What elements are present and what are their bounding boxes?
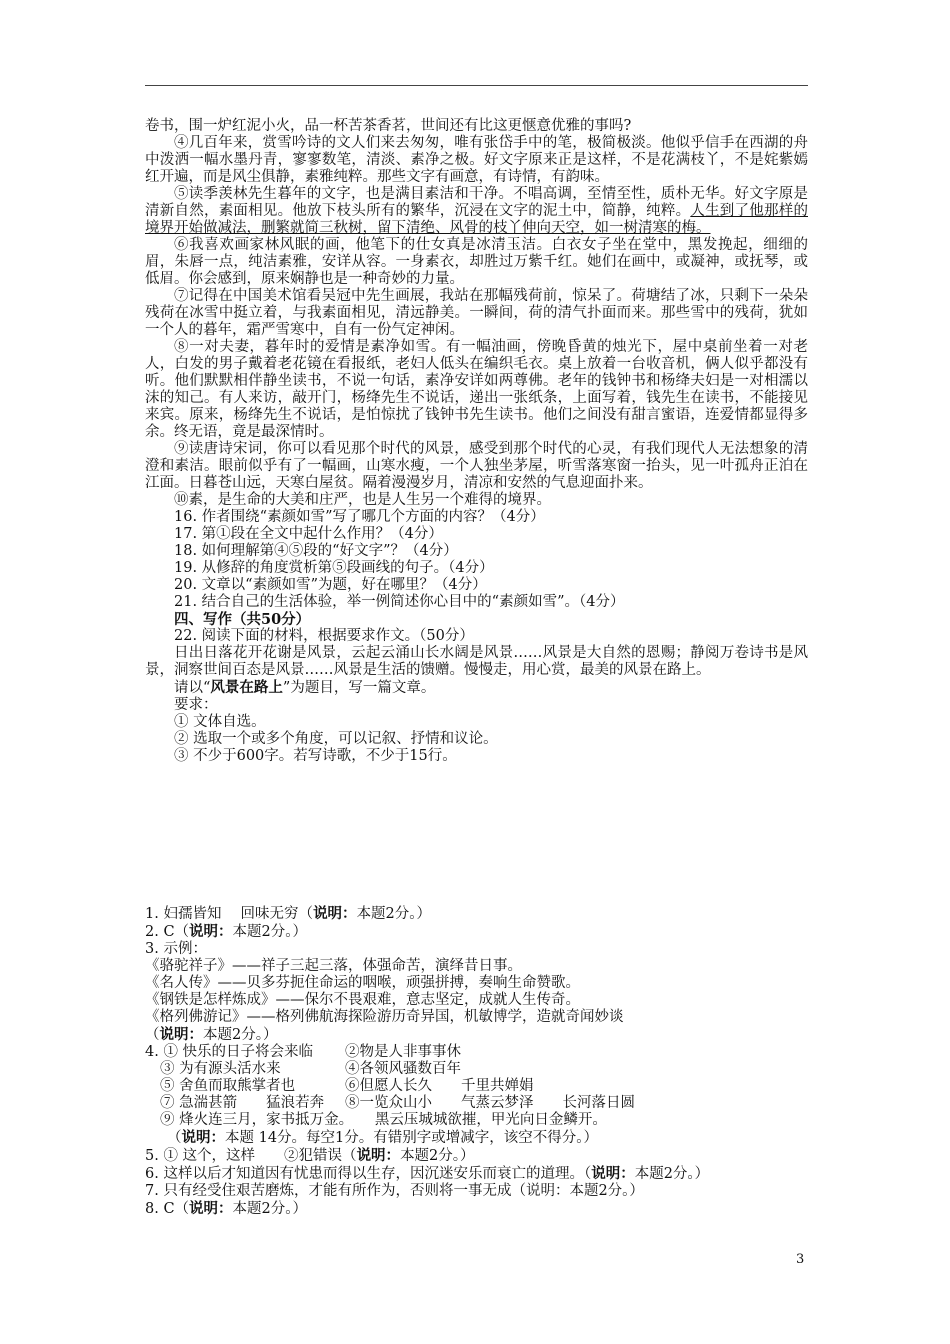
question-20: 20. 文章以“素颜如雪”为题，好在哪里？（4分） [174,577,487,593]
answer-4-item-6: ⑥但愿人长久 千里共婵娟 [345,1078,534,1094]
paragraph-5-text: ⑤读季羡林先生暮年的文字，也是满目素洁和干净。不唱高调，至情至性，质朴无华。好文字原是清新自然，素面相见。他放下枝头所有的繁华，沉浸在文字的泥土中，简静，纯粹。 [145,186,808,219]
paragraph-1-end: 卷书，围一炉红泥小火，品一杯苦茶香茗，世间还有比这更惬意优雅的事吗? [145,118,632,134]
writing-prompt [145,679,808,697]
question-16: 16. 作者围绕“素颜如雪”写了哪几个方面的内容？（4分） [174,509,545,525]
answer-6-note: 本题2分。） [634,1166,710,1182]
paragraph-5 [145,186,808,237]
answer-5-text: 5. ① 这个，这样 ②犯错误（ [145,1148,357,1164]
writing-material: 日出日落花开花谢是风景，云起云涌山长水阔是风景……风景是大自然的恩赐；静阅万卷诗书是风景，洞察世间百态是风景……风景是生活的馈赠。慢慢走，用心赏，最美的风景在路上。 [145,645,808,678]
answer-4-note-open: （ [167,1130,182,1146]
answer-4-row-2 [145,1061,808,1078]
question-18: 18. 如何理解第④⑤段的“好文字”？（4分） [174,543,458,559]
answer-4-item-1: 4. ① 快乐的日子将会来临 [145,1044,314,1060]
paragraph-9: ⑨读唐诗宋词，你可以看见那个时代的风景，感受到那个时代的心灵，有我们现代人无法想象的清澄和素洁。眼前似乎有了一幅画，山寒水瘦，一个人独坐茅屋，听雪落寒窗一抬头，见一叶孤舟正泊在江面。日暮苍山远，天寒白屋贫。隔着漫漫岁月，清凉和安然的气息迎面扑来。 [145,441,808,491]
answer-4-item-3: ③ 为有源头活水来 [160,1061,281,1077]
answer-4-item-5: ⑤ 舍鱼而取熊掌者也 [160,1078,296,1094]
answer-4-item-7: ⑦ 急湍甚箭 猛浪若奔 [160,1095,325,1111]
answer-8 [145,1200,808,1218]
answer-3-line-1: 《骆驼祥子》——祥子三起三落，体强命苦，演绎昔日事。 [145,958,522,974]
answer-4-item-2: ②物是人非事事休 [345,1044,461,1060]
answer-5-label: 说明： [356,1147,401,1164]
answer-2-text: 2. C（ [145,924,190,940]
answer-1-label: 说明： [313,905,357,922]
answer-3-line-4: 《格列佛游记》——格列佛航海探险游历奇异国，机敏博学，造就奇闻妙谈 [145,1009,624,1025]
answer-3-note-text: 本题2分。） [203,1027,278,1043]
answer-6 [145,1165,808,1183]
header-rule [145,85,808,86]
question-19: 19. 从修辞的角度赏析第⑤段画线的句子。（4分） [174,560,494,576]
answer-3: 3. 示例： [145,941,207,957]
prompt-title: 风景在路上 [210,679,283,696]
question-17: 17. 第①段在全文中起什么作用？（4分） [174,526,443,542]
answer-2-label: 说明： [189,923,233,940]
answer-4-item-4: ④各领风骚数百年 [345,1061,461,1077]
page-number: 3 [796,1252,805,1267]
answer-1-note: 本题2分。） [356,906,432,922]
answer-6-text: 6. 这样以后才知道因有忧患而得以生存，因沉迷安乐而衰亡的道理。（ [145,1166,592,1182]
answer-1-text: 1. 妇孺皆知 回味无穷（ [145,906,314,922]
paragraph-7: ⑦记得在中国美术馆看吴冠中先生画展，我站在那幅残荷前，惊呆了。荷塘结了冰，只剩下一朵朵残荷在冰雪中挺立着，与我素面相见，清远静美。一瞬间，荷的清气扑面而来。那些雪中的残荷，犹如一个人的暮年，霜严雪寒中，自有一份气定神闲。 [145,288,808,338]
requirement-2: ② 选取一个或多个角度，可以记叙、抒情和议论。 [174,731,498,747]
answer-4-row-5: ⑨ 烽火连三月，家书抵万金。 黑云压城城欲摧，甲光向日金鳞开。 [160,1112,607,1128]
question-21: 21. 结合自己的生活体验，举一例简述你心目中的“素颜如雪”。（4分） [174,594,625,610]
question-22: 22. 阅读下面的材料，根据要求作文。（50分） [174,628,474,644]
answer-1 [145,905,808,923]
answer-5-note: 本题2分。） [400,1148,475,1164]
answer-4-row-4 [145,1095,808,1112]
answer-3-line-3: 《钢铁是怎样炼成》——保尔不畏艰难，意志坚定，成就人生传奇。 [145,992,580,1008]
paragraph-6: ⑥我喜欢画家林风眠的画，他笔下的仕女真是冰清玉洁。白衣女子坐在堂中，黑发挽起，细细的眉，朱唇一点，纯洁素雅，安详从容。一身素衣，却胜过万紫千红。她们在画中，或凝神，或抚琴，或低眉。你会感到，原来娴静也是一种奇妙的力量。 [145,237,808,287]
answer-3-note-label: 说明： [159,1026,203,1043]
section-4-heading: 四、写作（共50分） [174,611,311,628]
answer-8-note: 本题2分。） [232,1201,308,1217]
answer-3-note-open: （ [145,1027,160,1043]
answer-4-item-8: ⑧一览众山小 气蒸云梦泽 长河落日圆 [345,1095,635,1111]
answer-4-note-text: 本题 14分。每空1分。有错别字或增减字，该空不得分。） [225,1130,599,1146]
paragraph-5-underlined: 人生到了他那样的境界开始做减法，删繁就简三秋树，留下清绝、风骨的枝丫伸向天空，如一树清寒的梅。 [145,203,808,236]
answer-4-row-3 [145,1078,808,1095]
answer-4-note-label: 说明： [181,1129,225,1146]
answer-key [145,905,808,1218]
answer-3-note [145,1026,808,1044]
answer-3-line-2: 《名人传》——贝多芬扼住命运的咽喉，顽强拼搏，奏响生命赞歌。 [145,975,580,991]
answer-7: 7. 只有经受住艰苦磨炼，才能有所作为，否则将一事无成（说明：本题2分。） [145,1183,644,1199]
answer-5 [145,1147,808,1165]
reading-passage [145,118,808,765]
answer-2 [145,923,808,941]
answer-8-text: 8. C（ [145,1201,190,1217]
requirement-1: ① 文体自选。 [174,714,266,730]
answer-4-note [145,1129,808,1147]
requirements-label: 要求： [174,697,218,713]
answer-6-label: 说明： [591,1165,635,1182]
requirement-3: ③ 不少于600字。若写诗歌，不少于15行。 [174,748,457,764]
paragraph-8: ⑧一对夫妻，暮年时的爱情是素净如雪。有一幅油画，傍晚昏黄的烛光下，屋中桌前坐着一对老人，白发的男子戴着老花镜在看报纸，老妇人低头在编织毛衣。桌上放着一台收音机，俩人似乎都没有听。他们默默相伴静坐读书，不说一句话，素净安详如两尊佛。老年的钱钟书和杨绛夫妇是一对相濡以沫的知己。有人来访，敲开门，杨绛先生不说话，递出一张纸条，上面写着，钱先生在读书，不能接见来宾。原来，杨绛先生不说话，是怕惊扰了钱钟书先生读书。他们之间没有甜言蜜语，连爱情都显得多余。终无语，竟是最深情时。 [145,339,808,440]
paragraph-10: ⑩素，是生命的大美和庄严，也是人生另一个难得的境界。 [174,492,551,508]
paragraph-4: ④几百年来，赏雪吟诗的文人们来去匆匆，唯有张岱手中的笔，极简极淡。他似乎信手在西湖的舟中泼洒一幅水墨丹青，寥寥数笔，清淡、素净之极。好文字原来正是这样，不是花满枝丫，不是姹紫嫣红开遍，而是风尘俱静，素雅纯粹。那些文字有画意，有诗情，有韵味。 [145,135,808,185]
answer-4-row-1 [145,1044,808,1061]
prompt-post: ”为题目，写一篇文章。 [282,680,436,696]
prompt-pre: 请以“ [174,680,211,696]
answer-2-note: 本题2分。） [232,924,308,940]
answer-8-label: 说明： [189,1200,233,1217]
